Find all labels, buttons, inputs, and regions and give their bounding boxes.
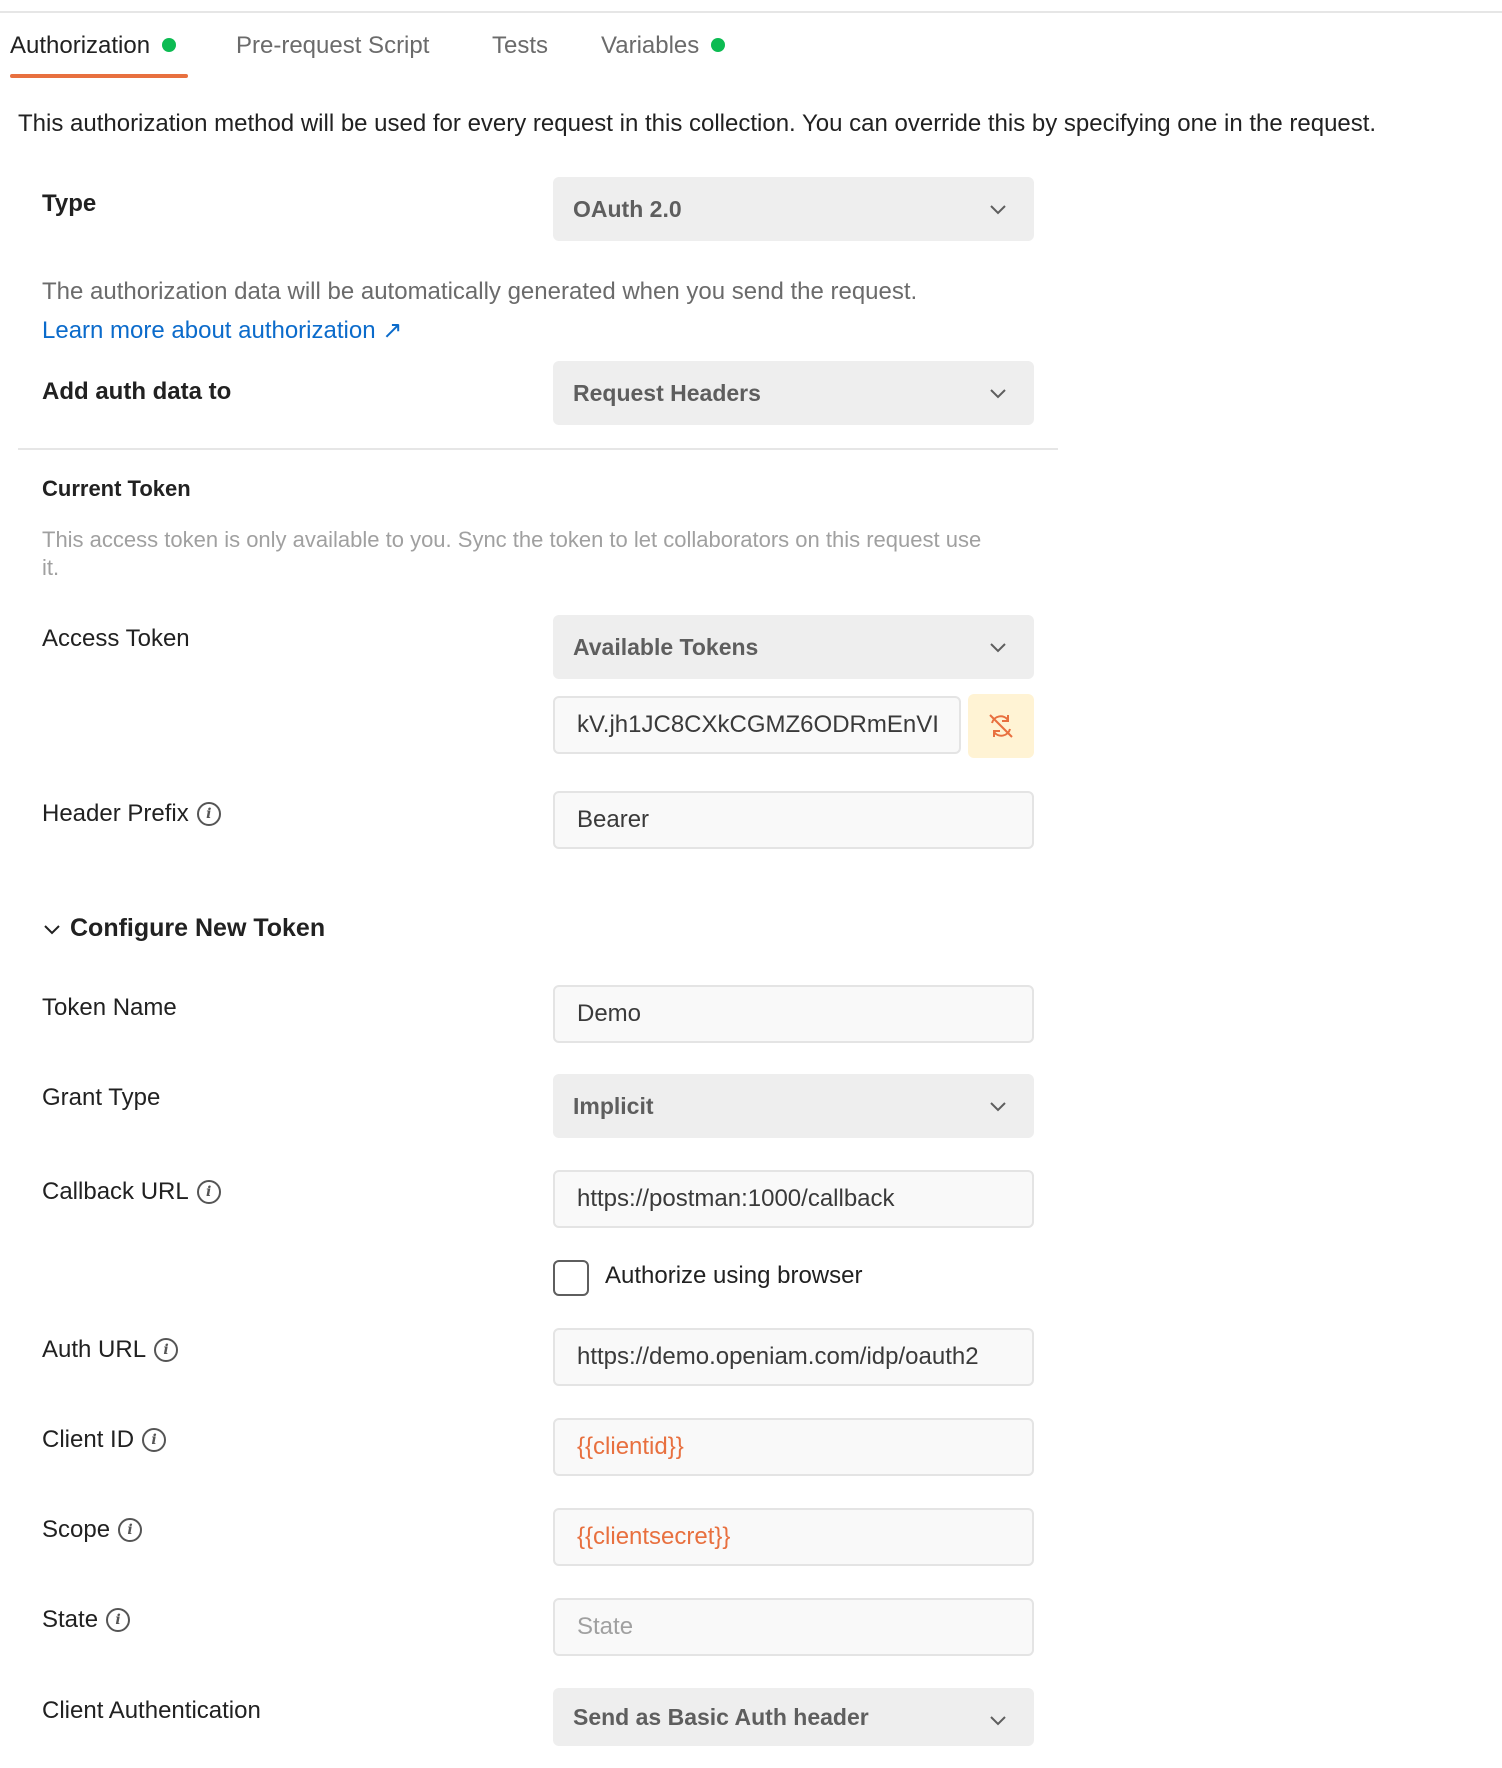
info-icon[interactable]: i [197,802,221,826]
tab-label: Variables [601,32,700,59]
state-text: State [42,1606,99,1633]
callback-url-label [42,1178,221,1206]
info-icon[interactable]: i [106,1608,130,1632]
callback-url-input[interactable]: https://postman:1000/callback [553,1170,1034,1228]
auth-url-text: Auth URL [42,1336,147,1363]
status-dot [162,38,176,52]
add-auth-select[interactable] [553,361,1034,425]
type-select[interactable] [553,177,1034,241]
access-token-input[interactable]: kV.jh1JC8CXkCGMZ6ODRmEnVI [553,696,961,754]
info-icon[interactable]: i [197,1180,221,1204]
add-auth-select-value: Request Headers [573,379,761,406]
chevron-down-icon [988,1710,1008,1730]
current-token-heading: Current Token [42,476,191,501]
tab-authorization[interactable] [10,26,176,80]
learn-more-link[interactable]: Learn more about authorization ↗ [42,317,403,344]
scope-text: Scope [42,1516,111,1543]
authorize-browser-label: Authorize using browser [605,1262,863,1289]
client-auth-label: Client Authentication [42,1697,261,1724]
chevron-down-icon [988,1096,1008,1116]
info-icon[interactable]: i [142,1428,166,1452]
tab-label: Authorization [10,32,151,59]
auth-url-input[interactable]: https://demo.openiam.com/idp/oauth2 [553,1328,1034,1386]
grant-type-value: Implicit [573,1092,654,1119]
header-prefix-label [42,800,221,828]
active-tab-indicator [10,74,188,78]
type-label: Type [42,190,97,217]
auth-url-label [42,1336,178,1364]
info-icon[interactable]: i [154,1338,178,1362]
client-id-input[interactable]: {{clientid}} [553,1418,1034,1476]
chevron-down-icon [988,637,1008,657]
chevron-down-icon [988,383,1008,403]
configure-new-token-toggle[interactable] [42,914,325,943]
access-token-label: Access Token [42,625,190,652]
auto-generate-note: The authorization data will be automatically generated when you send the request. [42,278,918,305]
current-token-note: This access token is only available to you. Sync the token to let collaborators on this request use it. [42,527,982,580]
sync-token-button[interactable] [968,694,1034,758]
scope-input[interactable]: {{clientsecret}} [553,1508,1034,1566]
client-auth-value: Send as Basic Auth header [573,1703,869,1730]
tab-pre-request-script[interactable] [236,26,429,80]
auth-description: This authorization method will be used for every request in this collection. You can override this by specifying one in the request. [18,110,1377,137]
client-id-text: Client ID [42,1426,135,1453]
state-input[interactable]: State [553,1598,1034,1656]
client-auth-select[interactable] [553,1688,1034,1746]
scope-label [42,1516,142,1544]
configure-heading: Configure New Token [70,914,326,942]
token-name-label: Token Name [42,994,177,1021]
token-name-input[interactable]: Demo [553,985,1034,1043]
chevron-down-icon [988,199,1008,219]
grant-type-label: Grant Type [42,1084,161,1111]
available-tokens-value: Available Tokens [573,633,759,660]
state-label [42,1606,130,1634]
tab-variables[interactable] [601,26,725,80]
sync-off-icon [986,711,1016,741]
callback-url-text: Callback URL [42,1178,189,1205]
tab-tests[interactable] [492,26,548,80]
client-id-label [42,1426,166,1454]
chevron-down-icon [42,919,62,939]
section-divider [18,448,1058,450]
authorize-browser-checkbox[interactable] [553,1260,589,1296]
info-icon[interactable]: i [118,1518,142,1542]
grant-type-select[interactable] [553,1074,1034,1138]
add-auth-label: Add auth data to [42,378,232,405]
status-dot [711,38,725,52]
top-divider [0,11,1502,13]
type-select-value: OAuth 2.0 [573,195,682,222]
header-prefix-text: Header Prefix [42,800,189,827]
available-tokens-select[interactable] [553,615,1034,679]
tab-label: Tests [492,32,549,59]
tab-label: Pre-request Script [236,32,430,59]
header-prefix-input[interactable]: Bearer [553,791,1034,849]
